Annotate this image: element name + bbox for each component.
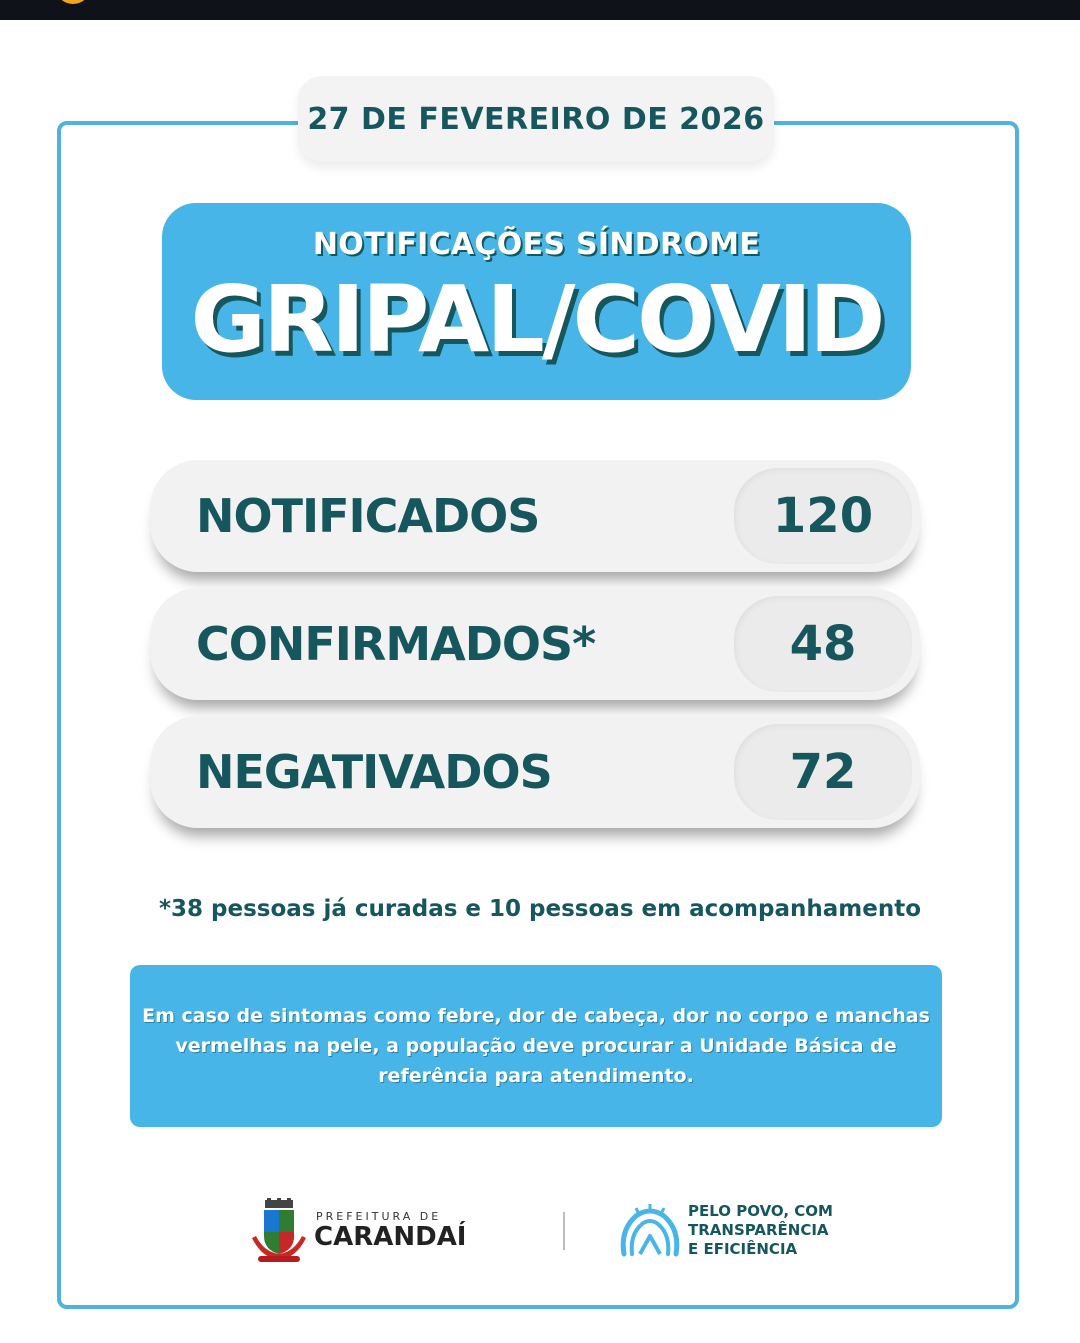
stat-value-box (734, 468, 912, 564)
slogan-line-3: E EFICIÊNCIA (688, 1240, 798, 1258)
footnote: *38 pessoas já curadas e 10 pessoas em acompanhamento (158, 896, 922, 922)
stat-label: CONFIRMADOS* (196, 617, 596, 671)
stat-value: 120 (772, 488, 874, 544)
stat-row-confirmados (150, 588, 920, 700)
info-box (130, 965, 942, 1127)
stat-row-notificados (150, 460, 920, 572)
stat-value-box (734, 724, 912, 820)
sun-arch-icon (618, 1202, 682, 1260)
prefeitura-logo (248, 1198, 478, 1264)
stat-value: 72 (789, 744, 857, 800)
logo-small-text: PREFEITURA DE (316, 1210, 442, 1223)
info-text: Em caso de sintomas como febre, dor de cabeça, dor no corpo e manchas vermelhas na pele, a população deve procurar a Unidade Básica de referência para atendimento. (142, 1005, 930, 1087)
stat-row-negativados (150, 716, 920, 828)
stat-value-box (734, 596, 912, 692)
top-status-bar (0, 0, 1080, 20)
date-text: 27 DE FEVEREIRO DE 2026 (307, 101, 765, 137)
stat-value: 48 (789, 616, 857, 672)
status-indicator-icon (55, 0, 91, 4)
logo-divider (563, 1212, 565, 1250)
stat-label: NOTIFICADOS (196, 489, 540, 543)
stat-label: NEGATIVADOS (196, 745, 552, 799)
title-banner (162, 203, 911, 400)
slogan-line-2: TRANSPARÊNCIA (688, 1221, 829, 1239)
slogan-line-1: PELO POVO, COM (688, 1202, 833, 1220)
coat-of-arms-icon (248, 1198, 310, 1264)
date-badge (298, 76, 774, 162)
banner-subtitle: NOTIFICAÇÕES SÍNDROME (312, 227, 761, 262)
banner-title: GRIPAL/COVID (190, 266, 883, 373)
logo-big-text: CARANDAÍ (314, 1222, 467, 1252)
slogan-logo (618, 1200, 838, 1262)
